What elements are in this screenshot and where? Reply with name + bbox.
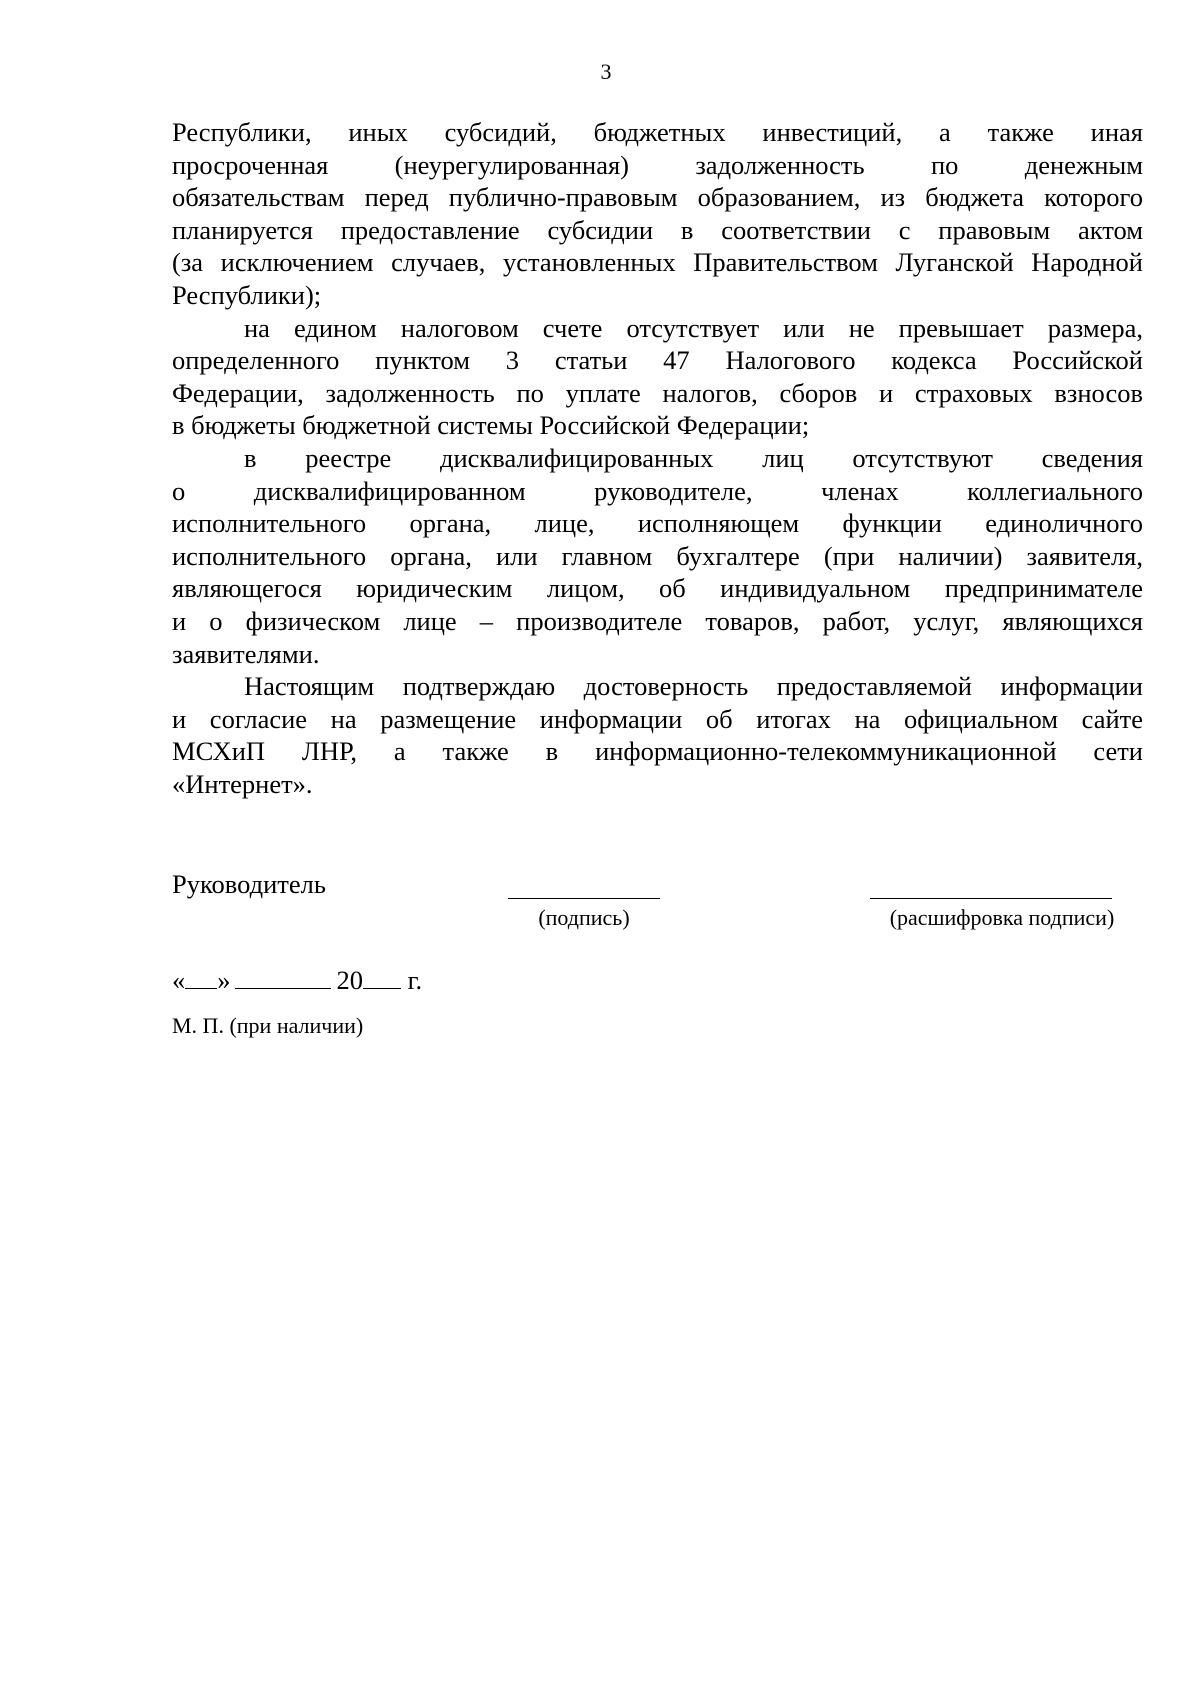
text-line: в реестре дисквалифицированных лиц отсутствуют сведения (244, 442, 1143, 473)
text-line: и согласие на размещение информации об итогах на официальном сайте (172, 703, 1143, 734)
text-line: определенного пунктом 3 статьи 47 Налогового кодекса Российской (172, 345, 1143, 376)
text-line: исполнительного органа, лице, исполняющем функции единоличного (172, 508, 1143, 539)
text-line: заявителями. (172, 638, 320, 669)
text-line: о дисквалифицированном руководителе, членах коллегиального (172, 475, 1143, 506)
text-line: исполнительного органа, или главном бухгалтере (при наличии) заявителя, (172, 540, 1143, 571)
text-line: Республики); (172, 279, 322, 310)
signature-line (508, 898, 660, 899)
text-line: Настоящим подтверждаю достоверность предоставляемой информации (244, 671, 1143, 702)
text-line: планируется предоставление субсидии в соответствии с правовым актом (172, 214, 1143, 245)
date-field (172, 964, 422, 996)
document-body (172, 116, 1143, 800)
paragraph-confirmation (172, 670, 1143, 800)
stamp-place-label: М. П. (при наличии) (172, 1013, 364, 1038)
date-close-quote: » (217, 965, 231, 995)
signature-caption: (подпись) (538, 905, 630, 930)
text-line: Федерации, задолженность по уплате налогов, сборов и страховых взносов (172, 377, 1143, 408)
text-line: являющегося юридическим лицом, об индивидуальном предпринимателе (172, 573, 1143, 604)
date-open-quote: « (172, 965, 186, 995)
paragraph-debt-budget (172, 116, 1143, 312)
text-line: МСХиП ЛНР, а также в информационно-телекоммуникационной сети (172, 736, 1143, 767)
text-line: в бюджеты бюджетной системы Российской Федерации; (172, 410, 810, 441)
signer-role: Руководитель (172, 869, 326, 899)
text-line: обязательствам перед публично-правовым образованием, из бюджета которого (172, 182, 1143, 213)
text-line: на едином налоговом счете отсутствует или не превышает размера, (244, 312, 1143, 343)
signature-decoding-line (870, 898, 1112, 899)
year-suffix: г. (407, 965, 423, 995)
page-number: 3 (600, 59, 612, 84)
signature-block (172, 868, 1172, 938)
signature-decoding-caption: (расшифровка подписи) (889, 905, 1115, 930)
month-blank (235, 966, 331, 989)
text-line: Республики, иных субсидий, бюджетных инвестиций, а также иная (172, 117, 1143, 147)
paragraph-tax-account (172, 312, 1143, 442)
day-blank (185, 966, 217, 989)
text-line: просроченная (неурегулированная) задолженность по денежным (172, 149, 1143, 180)
text-line: «Интернет». (172, 768, 313, 799)
year-blank (363, 966, 401, 989)
text-line: (за исключением случаев, установленных Правительством Луганской Народной (172, 247, 1143, 278)
paragraph-disqualified-registry (172, 442, 1143, 670)
year-prefix: 20 (336, 965, 363, 995)
text-line: и о физическом лице – производителе товаров, работ, услуг, являющихся (172, 605, 1143, 636)
